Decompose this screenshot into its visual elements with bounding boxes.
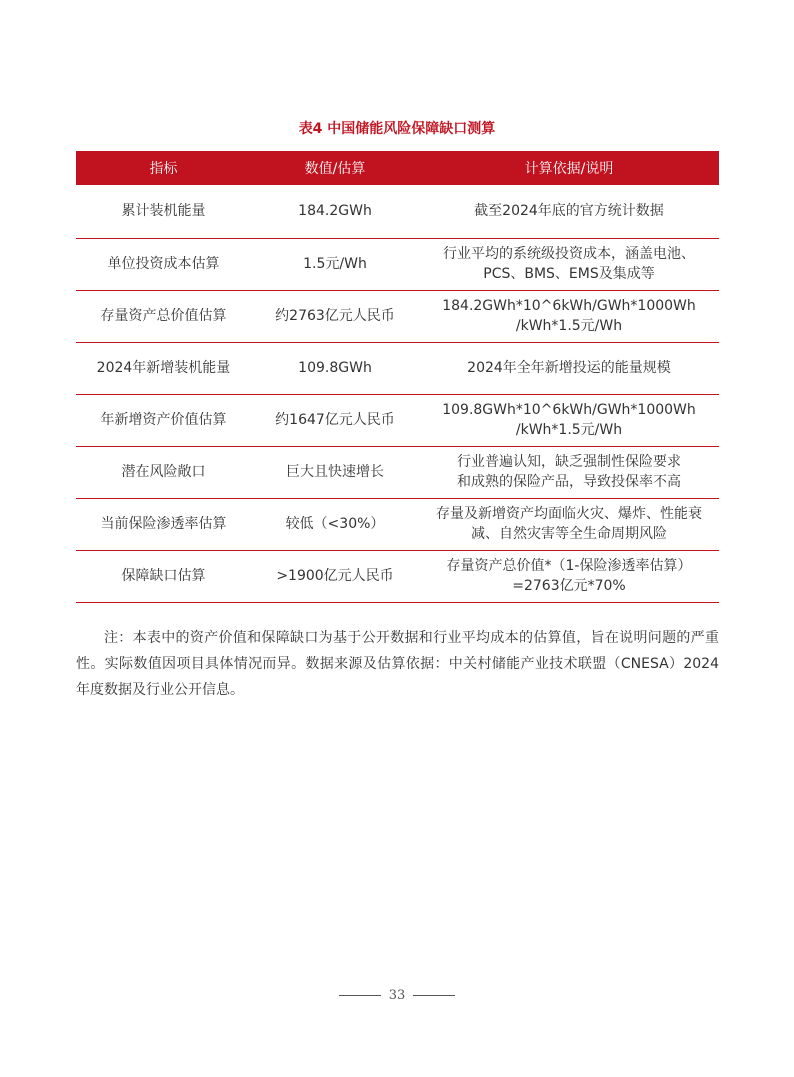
cell-indicator: 单位投资成本估算 [76, 238, 251, 290]
basis-line: 109.8GWh*10^6kWh/GWh*1000Wh [442, 402, 696, 418]
cell-indicator: 累计装机能量 [76, 185, 251, 238]
cell-basis [419, 290, 719, 342]
cell-indicator: 2024年新增装机能量 [76, 342, 251, 394]
footer-rule-left [339, 995, 381, 996]
cell-value: 巨大且快速增长 [251, 446, 419, 498]
cell-indicator: 年新增资产价值估算 [76, 394, 251, 446]
basis-line: =2763亿元*70% [512, 578, 626, 594]
cell-indicator: 保障缺口估算 [76, 550, 251, 602]
table-row [76, 498, 719, 550]
basis-line: PCS、BMS、EMS及集成等 [483, 266, 655, 282]
cell-basis [419, 446, 719, 498]
header-basis: 计算依据/说明 [419, 151, 719, 185]
cell-value: 1.5元/Wh [251, 238, 419, 290]
cell-value: 约2763亿元人民币 [251, 290, 419, 342]
basis-line: 2024年全年新增投运的能量规模 [467, 360, 671, 376]
cell-indicator: 当前保险渗透率估算 [76, 498, 251, 550]
table-row [76, 394, 719, 446]
basis-line: 行业普遍认知，缺乏强制性保险要求 [457, 454, 681, 470]
cell-basis [419, 342, 719, 394]
basis-line: 184.2GWh*10^6kWh/GWh*1000Wh [442, 298, 696, 314]
footer-rule-right [413, 995, 455, 996]
cell-basis [419, 185, 719, 238]
cell-value: 109.8GWh [251, 342, 419, 394]
page-number: 33 [388, 988, 406, 1003]
cell-basis [419, 498, 719, 550]
basis-line: /kWh*1.5元/Wh [515, 318, 623, 334]
cell-basis [419, 238, 719, 290]
basis-line: 行业平均的系统级投资成本，涵盖电池、 [443, 246, 695, 262]
page-footer [0, 988, 794, 1003]
header-indicator: 指标 [76, 151, 251, 185]
basis-line: 截至2024年底的官方统计数据 [474, 203, 664, 220]
risk-gap-table [76, 151, 719, 603]
table-row [76, 550, 719, 602]
cell-indicator: 潜在风险敞口 [76, 446, 251, 498]
table-note: 注：本表中的资产价值和保障缺口为基于公开数据和行业平均成本的估算值，旨在说明问题的严重性。实际数值因项目具体情况而异。数据来源及估算依据：中关村储能产业技术联盟（CNESA）2024年度数据及行业公开信息。 [76, 630, 719, 698]
cell-value: >1900亿元人民币 [251, 550, 419, 602]
table-row [76, 238, 719, 290]
header-value: 数值/估算 [251, 151, 419, 185]
cell-basis [419, 394, 719, 446]
basis-line: 减、自然灾害等全生命周期风险 [471, 526, 667, 542]
table-title: 表4 中国储能风险保障缺口测算 [298, 121, 496, 137]
cell-value: 较低（<30%） [251, 498, 419, 550]
table-header-row [76, 151, 719, 185]
table-row [76, 446, 719, 498]
cell-basis [419, 550, 719, 602]
cell-indicator: 存量资产总价值估算 [76, 290, 251, 342]
table-row [76, 185, 719, 238]
basis-line: 存量资产总价值*（1-保险渗透率估算） [446, 558, 692, 574]
basis-line: 存量及新增资产均面临火灾、爆炸、性能衰 [436, 506, 702, 522]
table-row [76, 342, 719, 394]
basis-line: /kWh*1.5元/Wh [515, 422, 623, 438]
cell-value: 约1647亿元人民币 [251, 394, 419, 446]
basis-line: 和成熟的保险产品，导致投保率不高 [457, 474, 681, 490]
cell-value: 184.2GWh [251, 185, 419, 238]
table-row [76, 290, 719, 342]
